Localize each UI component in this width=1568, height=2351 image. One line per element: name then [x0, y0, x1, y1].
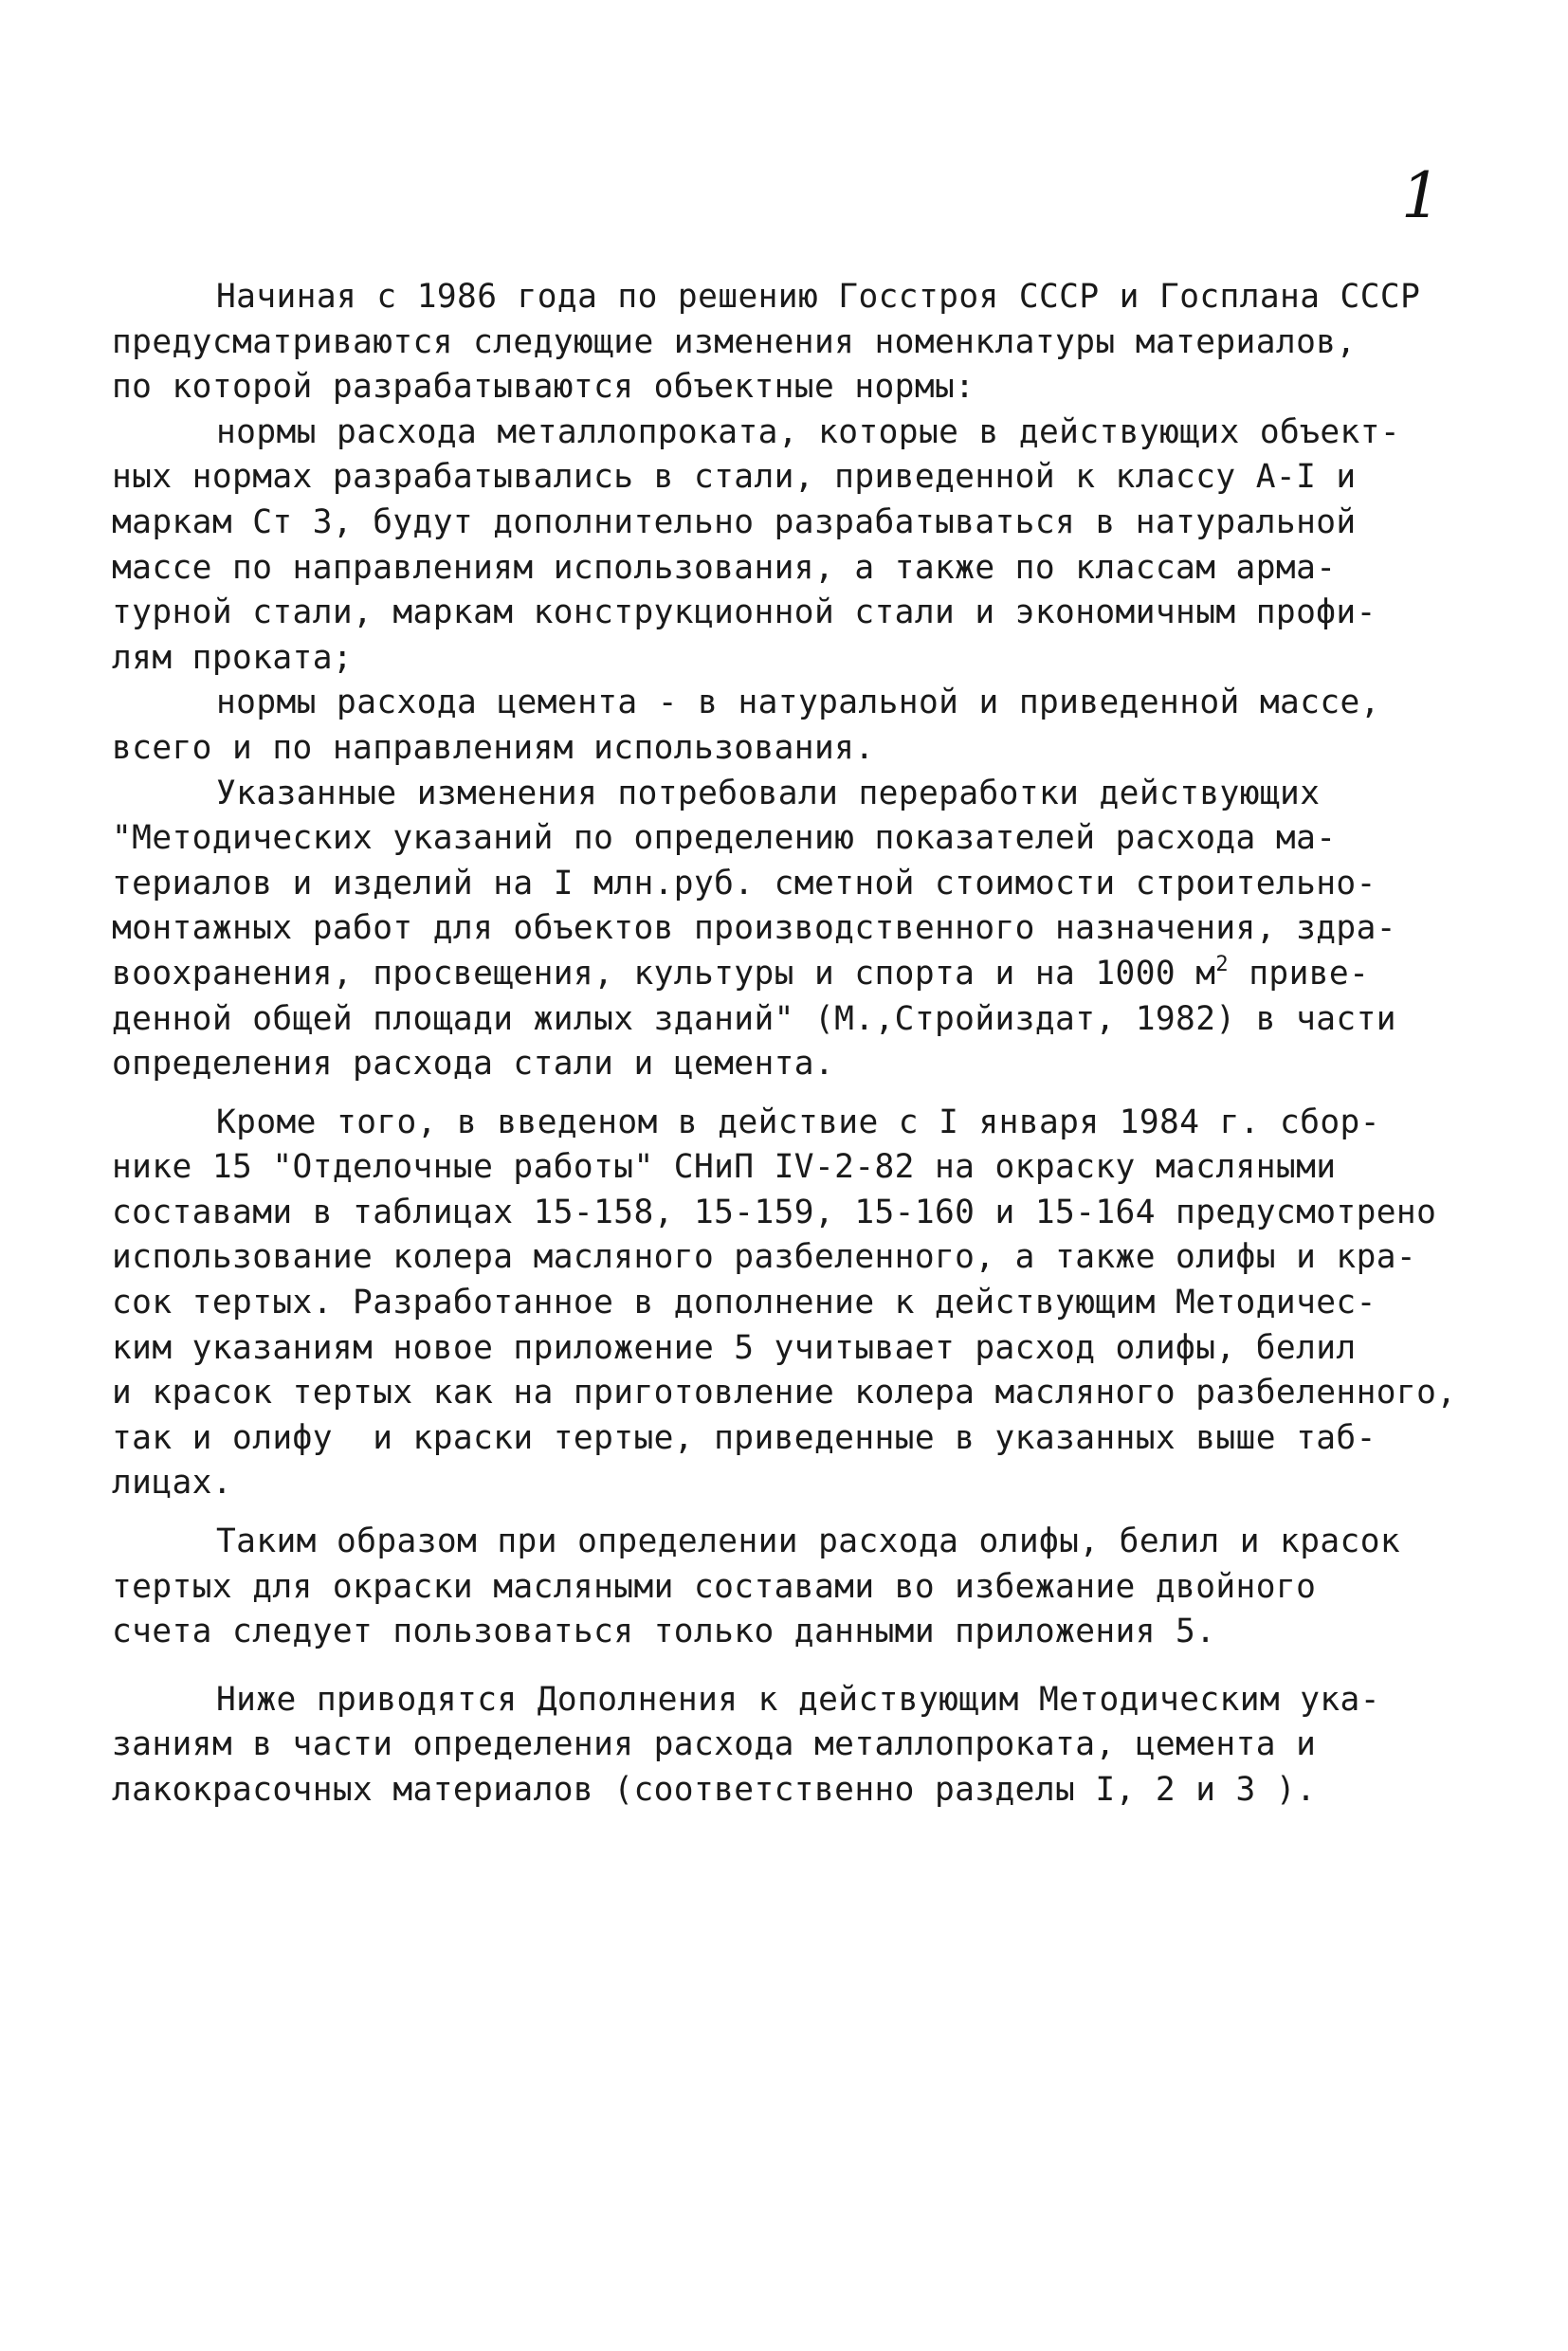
text-line: счета следует пользоваться только данными приложения 5. — [112, 1613, 1216, 1651]
paragraph — [112, 1678, 1477, 1813]
text-line: использование колера масляного разбеленного, а также олифы и кра- — [112, 1238, 1417, 1277]
text-line: лицах. — [112, 1464, 233, 1503]
text-line: денной общей площади жилых зданий" (М.,Стройиздат, 1982) в части — [112, 999, 1396, 1038]
text-line: тертых для окраски масляными составами во избежание двойного — [112, 1567, 1317, 1606]
paragraph — [112, 410, 1477, 682]
text-line: определения расхода стали и цемента. — [112, 1045, 835, 1084]
text-line: Начиная с 1986 года по решению Госстроя СССР и Госплана СССР — [216, 278, 1421, 316]
text-line: всего и по направлениям использования. — [112, 728, 875, 767]
paragraph — [112, 1101, 1477, 1506]
text-line: турной стали, маркам конструкционной стали и экономичным профи- — [112, 593, 1377, 632]
paragraph — [112, 681, 1477, 771]
text-line: массе по направлениям использования, а также по классам арма- — [112, 548, 1337, 587]
text-line: нормы расхода металлопроката, которые в действующих объект- — [216, 412, 1401, 451]
text-line: заниям в части определения расхода металлопроката, цемента и — [112, 1725, 1317, 1764]
text-line: маркам Ст 3, будут дополнительно разрабатываться в натуральной — [112, 502, 1357, 541]
text-line: нике 15 "Отделочные работы" СНиП IV-2-82 на окраску масляными — [112, 1148, 1337, 1187]
text-line: составами в таблицах 15-158, 15-159, 15-160 и 15-164 предусмотрено — [112, 1193, 1437, 1231]
text-line: Ниже приводятся Дополнения к действующим Методическим ука- — [216, 1680, 1380, 1719]
text-line-with-superscript — [112, 952, 1477, 997]
text-line: Таким образом при определении расхода олифы, белил и красок — [216, 1522, 1401, 1561]
text-line: лям проката; — [112, 638, 354, 677]
document-body — [112, 275, 1477, 1813]
paragraph — [112, 772, 1477, 1087]
text-line: предусматриваются следующие изменения номенклатуры материалов, — [112, 322, 1357, 361]
text-line: "Методических указаний по определению показателей расхода ма- — [112, 819, 1337, 858]
text-line: и красок тертых как на приготовление колера масляного разбеленного, — [112, 1374, 1457, 1412]
paragraph — [112, 275, 1477, 410]
paragraph — [112, 1520, 1477, 1655]
text-line: териалов и изделий на I млн.руб. сметной стоимости строительно- — [112, 864, 1377, 902]
superscript: 2 — [1215, 952, 1230, 976]
text-line: лакокрасочных материалов (соответственно разделы I, 2 и 3 ). — [112, 1771, 1317, 1809]
text-line-segment: воохранения, просвещения, культуры и спорта и на 1000 м — [112, 954, 1216, 993]
text-line: так и олифу и краски тертые, приведенные в указанных выше таб- — [112, 1418, 1377, 1457]
text-line: нормы расхода цемента - в натуральной и приведенной массе, — [216, 683, 1380, 722]
text-line: по которой разрабатываются объектные нормы: — [112, 368, 975, 407]
text-line: ким указаниям новое приложение 5 учитывает расход олифы, белил — [112, 1328, 1357, 1367]
text-line-segment: приве- — [1229, 954, 1370, 993]
text-line: Кроме того, в введеном в действие с I января 1984 г. сбор- — [216, 1103, 1380, 1141]
text-line: ных нормах разрабатывались в стали, приведенной к классу А-I и — [112, 458, 1357, 497]
page-number: 1 — [1401, 159, 1441, 232]
text-line: Указанные изменения потребовали переработки действующих — [216, 774, 1321, 812]
text-line: монтажных работ для объектов производственного назначения, здра- — [112, 909, 1396, 948]
text-line: сок тертых. Разработанное в дополнение к действующим Методичес- — [112, 1284, 1377, 1322]
